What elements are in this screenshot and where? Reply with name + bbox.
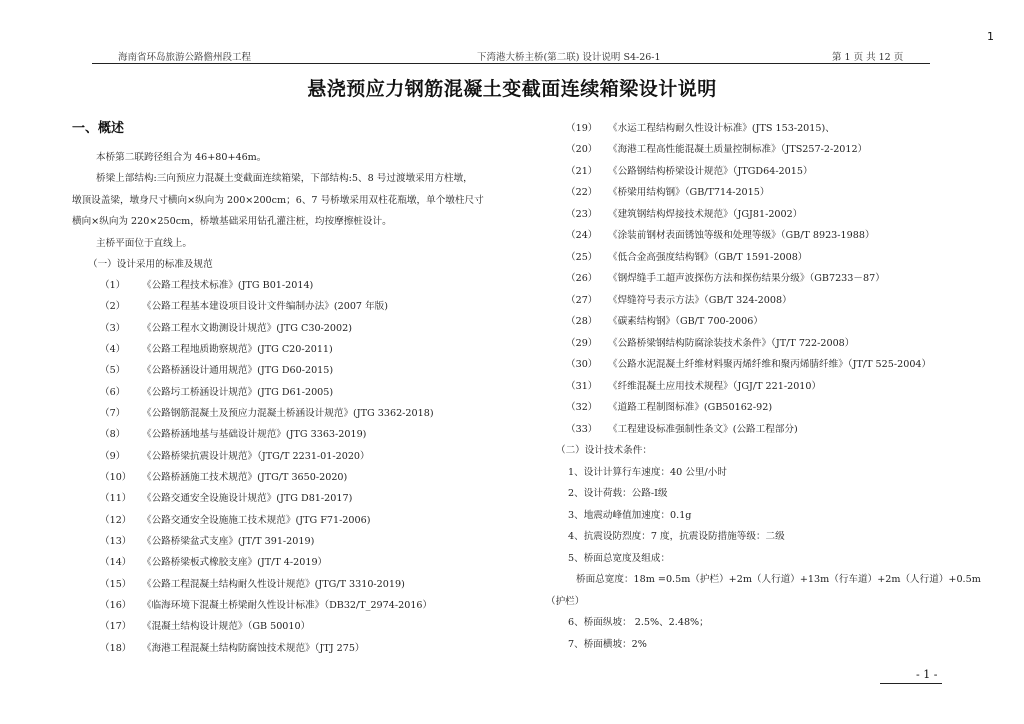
overview-paragraph: 墩顶设盖梁，墩身尺寸横向×纵向为 200×200cm；6、7 号桥墩采用双柱花瓶墩，单个墩柱尺寸	[72, 195, 484, 206]
standard-item: （12） 《公路交通安全设施施工技术规范》(JTG F71-2006)	[100, 515, 371, 526]
standard-item: （11） 《公路交通安全设施设计规范》(JTG D81-2017)	[100, 493, 353, 504]
standard-item: （18） 《海港工程混凝土结构防腐蚀技术规范》（JTJ 275）	[100, 643, 365, 654]
standard-item: （33） 《工程建设标准强制性条文》(公路工程部分)	[566, 424, 798, 435]
standard-item: （21） 《公路钢结构桥梁设计规范》（JTGD64-2015）	[566, 166, 813, 177]
standard-item: （7） 《公路钢筋混凝土及预应力混凝土桥涵设计规范》(JTG 3362-2018)	[100, 408, 434, 419]
technical-condition-item: 6、桥面纵坡： 2.5%、2.48%；	[568, 617, 709, 628]
header-rule	[92, 63, 930, 64]
standard-item: （22） 《桥梁用结构钢》（GB/T714-2015）	[566, 187, 770, 198]
standard-item: （23） 《建筑钢结构焊接技术规范》（JGJ81-2002）	[566, 209, 803, 220]
overview-paragraph: 主桥平面位于直线上。	[96, 238, 192, 249]
standard-item: （15） 《公路工程混凝土结构耐久性设计规范》(JTG/T 3310-2019)	[100, 579, 405, 590]
standard-item: （26） 《钢焊缝手工超声波探伤方法和探伤结果分级》（GB7233－87）	[566, 273, 885, 284]
standard-item: （10） 《公路桥涵施工技术规范》(JTG/T 3650-2020)	[100, 472, 348, 483]
header-page-info: 第 1 页 共 12 页	[832, 52, 904, 63]
footer-rule	[880, 683, 942, 684]
standard-item: （16） 《临海环境下混凝土桥梁耐久性设计标准》（DB32/T_2974-2016）	[100, 600, 433, 611]
standard-item: （29） 《公路桥梁钢结构防腐涂装技术条件》（JT/T 722-2008）	[566, 338, 855, 349]
standard-item: （1） 《公路工程技术标准》(JTG B01-2014)	[100, 280, 314, 291]
deck-width-formula: 桥面总宽度：18m =0.5m（护栏）+2m（人行道）+13m（行车道）+2m（人行道）+0.5m	[576, 574, 981, 585]
technical-condition-item: 3、地震动峰值加速度：0.1g	[568, 510, 692, 521]
section-overview-heading: 一、概述	[72, 121, 125, 136]
footer-page-number: - 1 -	[916, 668, 938, 681]
deck-width-formula-continued: （护栏）	[546, 596, 585, 607]
technical-condition-item: 7、桥面横坡：2%	[568, 639, 647, 650]
standard-item: （5） 《公路桥涵设计通用规范》(JTG D60-2015)	[100, 365, 334, 376]
overview-paragraph: 桥梁上部结构:三向预应力混凝土变截面连续箱梁，下部结构:5、8 号过渡墩采用方柱墩，	[96, 173, 473, 184]
technical-condition-item: 1、设计计算行车速度：40 公里/小时	[568, 467, 727, 478]
standard-item: （19） 《水运工程结构耐久性设计标准》(JTS 153-2015)、	[566, 123, 835, 134]
standard-item: （17） 《混凝土结构设计规范》（GB 50010）	[100, 621, 311, 632]
technical-conditions-heading: （二）设计技术条件：	[556, 445, 652, 456]
standard-item: （24） 《涂装前钢材表面锈蚀等级和处理等级》（GB/T 8923-1988）	[566, 230, 875, 241]
standard-item: （2） 《公路工程基本建设项目设计文件编制办法》(2007 年版)	[100, 301, 389, 312]
standard-item: （31） 《纤维混凝土应用技术规程》（JGJ/T 221-2010）	[566, 381, 822, 392]
document-title: 悬浇预应力钢筋混凝土变截面连续箱梁设计说明	[307, 78, 717, 100]
standard-item: （20） 《海港工程高性能混凝土质量控制标准》（JTS257-2-2012）	[566, 144, 868, 155]
header-document-id: 下湾港大桥主桥(第二联) 设计说明 S4-26-1	[477, 52, 661, 63]
standard-item: （8） 《公路桥涵地基与基础设计规范》(JTG 3363-2019)	[100, 429, 367, 440]
technical-condition-item: 5、桥面总宽度及组成：	[568, 553, 671, 564]
standard-item: （30） 《公路水泥混凝土纤维材料聚丙烯纤维和聚丙烯腈纤维》（JT/T 525-2004）	[566, 359, 932, 370]
standards-subheading: （一）设计采用的标准及规范	[88, 259, 213, 270]
standard-item: （3） 《公路工程水文勘测设计规范》(JTG C30-2002)	[100, 323, 352, 334]
standard-item: （13） 《公路桥梁盆式支座》(JT/T 391-2019)	[100, 536, 315, 547]
standard-item: （14） 《公路桥梁板式橡胶支座》(JT/T 4-2019）	[100, 557, 328, 568]
standard-item: （4） 《公路工程地质勘察规范》(JTG C20-2011)	[100, 344, 333, 355]
standard-item: （25） 《低合金高强度结构钢》（GB/T 1591-2008）	[566, 252, 808, 263]
overview-paragraph: 横向×纵向为 220×250cm，桥墩基础采用钻孔灌注桩，均按摩擦桩设计。	[72, 216, 392, 227]
standard-item: （9） 《公路桥梁抗震设计规范》（JTG/T 2231-01-2020）	[100, 451, 370, 462]
standard-item: （6） 《公路圬工桥涵设计规范》(JTG D61-2005)	[100, 387, 334, 398]
overview-paragraph: 本桥第二联跨径组合为 46+80+46m。	[96, 152, 267, 163]
standard-item: （32） 《道路工程制图标准》(GB50162-92)	[566, 402, 773, 413]
header-project: 海南省环岛旅游公路儋州段工程	[118, 52, 252, 63]
standard-item: （28） 《碳素结构钢》（GB/T 700-2006）	[566, 316, 763, 327]
technical-condition-item: 2、设计荷载：公路-Ⅰ级	[568, 488, 668, 499]
standard-item: （27） 《焊缝符号表示方法》（GB/T 324-2008）	[566, 295, 792, 306]
corner-page-number: 1	[987, 30, 994, 43]
technical-condition-item: 4、抗震设防烈度：7 度，抗震设防措施等级：二级	[568, 531, 785, 542]
